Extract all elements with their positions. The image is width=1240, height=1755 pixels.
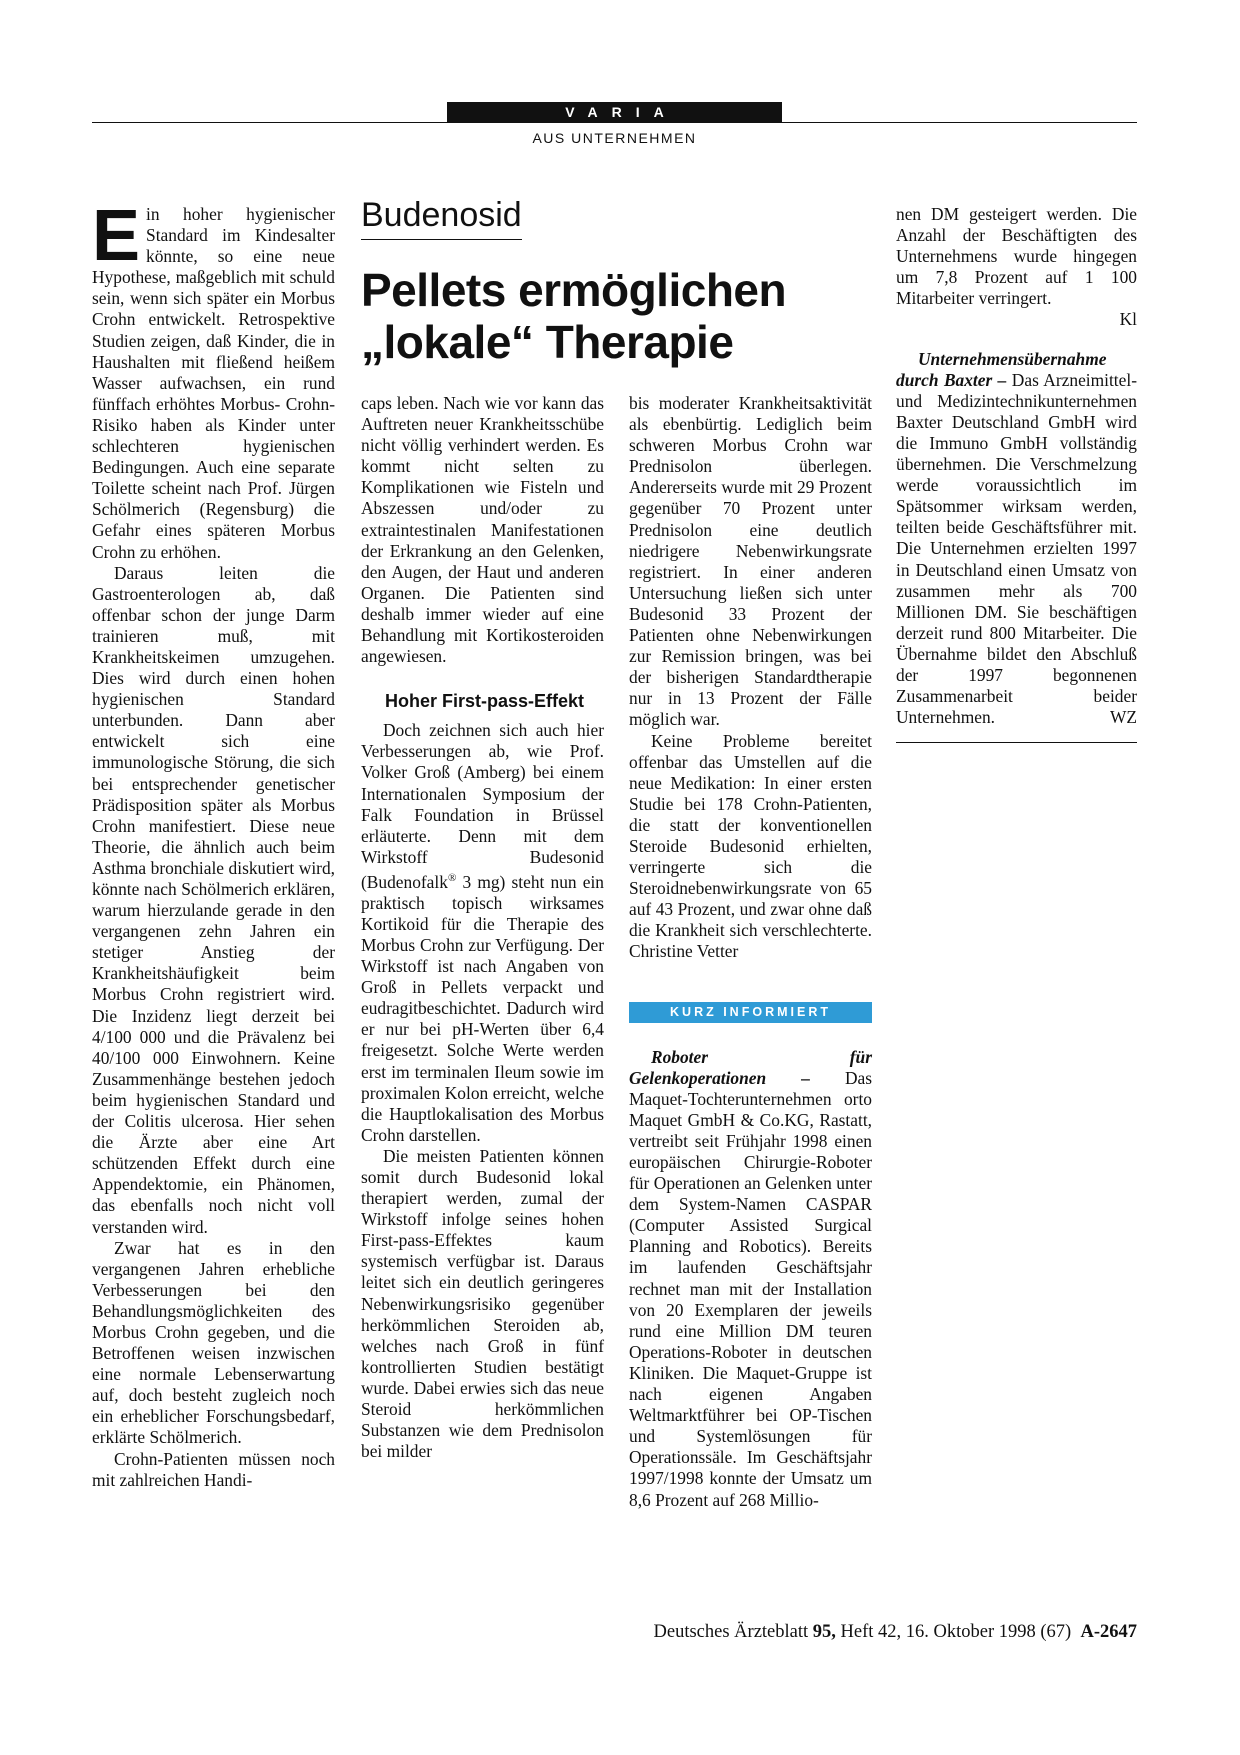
paragraph-text: Doch zeichnen sich auch hier Verbesserungen ab, wie Prof. Volker Groß (Amberg) bei einem Internationalen Symposium der Falk Foundation in Brüssel erläuterte. Denn mit dem Wirkstoff Budesonid (Budenofalk: [361, 720, 604, 892]
column-3: [629, 393, 872, 1511]
page-number: A-2647: [1080, 1622, 1137, 1642]
paragraph: Daraus leiten die Gastroenterologen ab, daß offenbar schon der junge Darm trainieren muß, mit Krankheitskeimen umzugehen. Dies wird durch einen hohen hygienischen Standard unterbunden. Dann aber entwickelt sich eine immunologische Störung, die sich bei entsprechender genetischer Prädisposition später als Morbus Crohn manifestiert. Diese neue Theorie, die ähnlich auch beim Asthma bronchiale diskutiert wird, könnte nach Schölmerich erklären, warum hierzulande gerade in den vergangenen zehn Jahren ein stetiger Anstieg der Krankheitshäufigkeit beim Morbus Crohn registriert wird. Die Inzidenz liegt derzeit bei 4/100 000 und die Prävalenz bei 40/100 000 Einwohnern. Keine Zusammenhänge bestehen jedoch beim hygienischen Standard und der Colitis ulcerosa. Hier sehen die Ärzte aber eine Art schützenden Effekt durch eine Appendektomie, ein Phänomen, das ebenfalls noch nicht voll verstanden wird.: [92, 562, 335, 1237]
paragraph-text: in hoher hygienischer Standard im Kindesalter könnte, so eine neue Hypothese, maßgeblich mit schuld sein, wenn sich später ein Morbus Crohn entwickelt. Retrospektive Studien zeigen, daß Kinder, die in Haushalten mit fließend heißem Wasser aufwachsen, ein rund fünffach erhöhtes Morbus- Crohn-Risiko haben als Kinder unter schlechteren hygienischen Bedingungen. Auch eine separate Toilette scheint nach Prof. Jürgen Schölmerich (Regensburg) die Gefahr eines späteren Morbus Crohn zu erhöhen.: [92, 204, 335, 562]
column-4: [896, 204, 1137, 743]
kurz-informiert-banner: KURZ INFORMIERT: [629, 1002, 872, 1023]
paragraph: caps leben. Nach wie vor kann das Auftreten neuer Krankheitsschübe nicht völlig verhindert werden. Es kommt nicht selten zu Komplikationen wie Fisteln und Abszessen und/oder zu extraintestinalen Manifestationen der Erkrankung an den Gelenken, den Augen, der Haut und anderen Organen. Die Patienten sind deshalb immer wieder auf eine Behandlung mit Kortikosteroiden angewiesen.: [361, 393, 604, 667]
news-item-text: nen DM gesteigert werden. Die Anzahl der Beschäftigten des Unternehmens wurde hingegen um 7,8 Prozent auf 1 100 Mitarbeiter verringert.: [896, 204, 1137, 309]
paragraph-text: 3 mg) steht nun ein praktisch topisch wirksames Kortikoid für die Therapie des Morbus Crohn zur Verfügung. Der Wirkstoff ist nach Angaben von Groß in Pellets verpackt und eudragitbeschichtet. Dadurch wird er nur bei pH-Werten über 6,4 freigesetzt. Solche Werte werden erst im terminalen Ileum sowie im proximalen Kolon erreicht, welche die Hauptlokalisation des Morbus Crohn darstellen.: [361, 871, 604, 1145]
paragraph: bis moderater Krankheitsaktivität als ebenbürtig. Lediglich beim schweren Morbus Crohn war Prednisolon überlegen. Andererseits wurde mit 29 Prozent gegenüber 70 Prozent unter Prednisolon eine deutlich niedrigere Nebenwirkungsrate registriert. In einer anderen Untersuchung ließen sich unter Budesonid 33 Prozent der Patienten ohne Nebenwirkungen zur Remission bringen, was bei der bisherigen Standardtherapie nur in 13 Prozent der Fälle möglich war.: [629, 393, 872, 730]
column-2: [361, 393, 604, 1462]
article-headline: [361, 264, 881, 368]
news-item: [896, 349, 1137, 729]
column-1: [92, 196, 335, 1491]
subheading: Hoher First-pass-Effekt: [385, 691, 585, 712]
news-item-text: Das Arzneimittel- und Medizintechnikunternehmen Baxter Deutschland GmbH wird die Immuno GmbH vollständig übernehmen. Die Verschmelzung werde voraussichtlich im Spätsommer wirksam werden, teilten beide Geschäftsführer mit. Die Unternehmen erzielten 1997 in Deutschland einen Umsatz von zusammen mehr als 700 Millionen DM. Sie beschäftigen derzeit rund 800 Mitarbeiter. Die Übernahme bildet den Abschluß der 1997 begonnenen Zusammenarbeit beider Unternehmen.: [896, 369, 1137, 728]
author-signature: WZ: [1109, 707, 1137, 728]
paragraph: [896, 204, 1137, 331]
author-signature: Kl: [1119, 309, 1137, 330]
page-footer: [560, 1622, 1137, 1643]
volume-number: 95,: [812, 1622, 836, 1642]
headline-line-2: „lokale“ Therapie: [361, 316, 734, 368]
drop-cap: E: [92, 196, 141, 276]
registered-mark: ®: [447, 871, 457, 884]
paragraph: Die meisten Patienten können somit durch Budesonid lokal therapiert werden, zumal der Wirkstoff infolge seines hohen First-pass-Effektes kaum systemisch verfügbar ist. Daraus leitet sich ein deutlich geringeres Nebenwirkungsrisiko gegenüber herkömmlichen Steroiden ab, welches nach Groß in fünf kontrollierten Studien bestätigt wurde. Dabei erwies sich das neue Steroid herkömmlichen Substanzen wie dem Prednisolon bei milder: [361, 1145, 604, 1462]
news-item-title: Unternehmensübernahme durch Baxter –: [896, 348, 1107, 390]
subsection-label: AUS UNTERNEHMEN: [532, 130, 697, 146]
section-banner: VARIA: [447, 102, 782, 122]
paragraph: Crohn-Patienten müssen noch mit zahlreichen Handi-: [92, 1448, 335, 1490]
paragraph: [92, 196, 335, 563]
headline-line-1: Pellets ermöglichen: [361, 264, 787, 316]
paragraph: [361, 720, 604, 1146]
news-item: [629, 1047, 872, 1511]
article-kicker: Budenosid: [361, 196, 522, 240]
column-end-rule: [896, 742, 1137, 743]
header-rule: [92, 122, 1137, 123]
journal-name: Deutsches Ärzteblatt: [653, 1622, 813, 1642]
paragraph: Zwar hat es in den vergangenen Jahren erhebliche Verbesserungen bei den Behandlungsmöglichkeiten des Morbus Crohn gegeben, und die Betroffenen weisen inzwischen eine normale Lebenserwartung auf, doch besteht zugleich noch ein erheblicher Forschungsbedarf, erklärte Schölmerich.: [92, 1237, 335, 1448]
news-item-text: Das Maquet-Tochterunternehmen orto Maquet GmbH & Co.KG, Rastatt, vertreibt seit Frühjahr 1998 einen europäischen Chirurgie-Roboter für Operationen an Gelenken unter dem System-Namen CASPAR (Computer Assisted Surgical Planning and Robotics). Bereits im laufenden Geschäftsjahr rechnet man mit der Installation von 20 Exemplaren der jeweils rund eine Million DM teuren Operations-Roboter in deutschen Kliniken. Die Maquet-Gruppe ist nach eigenen Angaben Weltmarktführer bei OP-Tischen und Systemlösungen für Operationssäle. Im Geschäftsjahr 1997/1998 konnte der Umsatz um 8,6 Prozent auf 268 Millio-: [629, 1067, 872, 1510]
paragraph: Keine Probleme bereitet offenbar das Umstellen auf die neue Medikation: In einer ersten Studie bei 178 Crohn-Patienten, die statt der konventionellen Steroide Budesonid erhielten, verringerte sich die Steroidnebenwirkungsrate von 65 auf 43 Prozent, und zwar ohne daß die Krankheit sich verschlechterte. Christine Vetter: [629, 730, 872, 962]
issue-info: Heft 42, 16. Oktober 1998 (67): [835, 1622, 1081, 1642]
news-item-title: Roboter für Gelenkoperationen –: [629, 1046, 872, 1088]
